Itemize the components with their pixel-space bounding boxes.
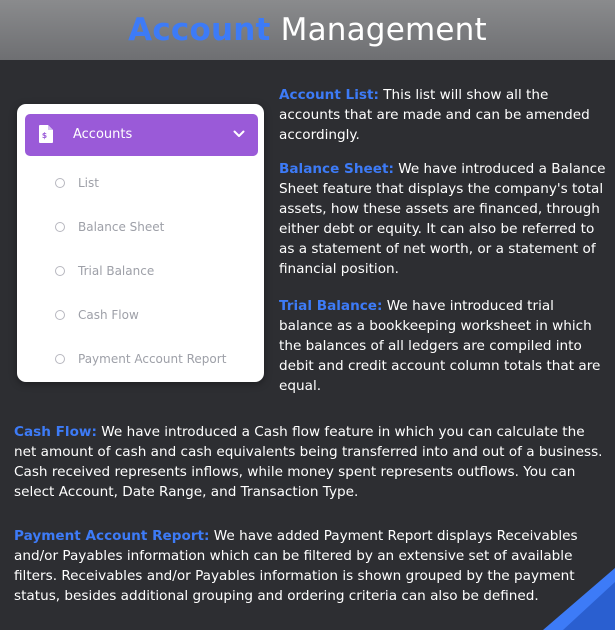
balance-sheet-heading: Balance Sheet: xyxy=(279,161,394,177)
menu-item-label: Trial Balance xyxy=(78,264,155,278)
accounts-menu-label: Accounts xyxy=(73,127,133,142)
circle-bullet-icon xyxy=(55,354,65,364)
menu-item-label: Balance Sheet xyxy=(78,220,165,234)
menu-item-list[interactable] xyxy=(55,173,99,193)
corner-decoration xyxy=(543,568,615,630)
circle-bullet-icon xyxy=(55,222,65,232)
dollar-document-icon xyxy=(39,125,53,143)
payment-report-text: We have added Payment Report displays Receivables and/or Payables information which can be filtered by an extensive set of available filters. Receivables and/or Payables information is shown grouped by the payment status, besides additional grouping and ordering criteria can also be defined. xyxy=(14,528,578,604)
balance-sheet-text: We have introduced a Balance Sheet feature that displays the company's total assets, how these assets are financed, through either debt or equity. It can also be referred to as a statement of net worth, or a statement of financial position. xyxy=(279,161,606,277)
menu-item-label: Cash Flow xyxy=(78,308,139,322)
menu-item-cash-flow[interactable] xyxy=(55,305,139,325)
account-list-heading: Account List: xyxy=(279,87,379,103)
circle-bullet-icon xyxy=(55,266,65,276)
title-rest: Management xyxy=(280,12,487,48)
account-list-text: This list will show all the accounts that are made and can be amended accordingly. xyxy=(279,87,590,143)
circle-bullet-icon xyxy=(55,178,65,188)
cash-flow-description xyxy=(14,422,604,502)
menu-item-trial-balance[interactable] xyxy=(55,261,154,281)
menu-item-label: Payment Account Report xyxy=(78,352,227,366)
title-accent: Account xyxy=(128,12,271,48)
balance-sheet-description xyxy=(279,159,609,279)
payment-report-description xyxy=(14,526,589,606)
cash-flow-text: We have introduced a Cash flow feature in which you can calculate the net amount of cash and cash equivalents being transferred into and out of a business. Cash received represents inflows, while money spent represents outflows. You can select Account, Date Range, and Transaction Type. xyxy=(14,424,603,500)
trial-balance-description xyxy=(279,296,609,396)
cash-flow-heading: Cash Flow: xyxy=(14,424,97,440)
accounts-menu-header[interactable] xyxy=(25,114,258,156)
payment-report-heading: Payment Account Report: xyxy=(14,528,210,544)
menu-item-payment-account-report[interactable] xyxy=(55,349,226,369)
menu-item-balance-sheet[interactable] xyxy=(55,217,164,237)
accounts-menu-card xyxy=(17,104,264,382)
page-title xyxy=(128,12,487,48)
trial-balance-heading: Trial Balance: xyxy=(279,298,383,314)
account-list-description xyxy=(279,85,609,145)
trial-balance-text: We have introduced trial balance as a bookkeeping worksheet in which the balances of all ledgers are compiled into debit and credit account column totals that are equal. xyxy=(279,298,601,394)
svg-text:$: $ xyxy=(41,131,48,140)
circle-bullet-icon xyxy=(55,310,65,320)
chevron-down-icon[interactable] xyxy=(233,129,245,139)
menu-item-label: List xyxy=(78,176,99,190)
page-header xyxy=(0,0,615,60)
